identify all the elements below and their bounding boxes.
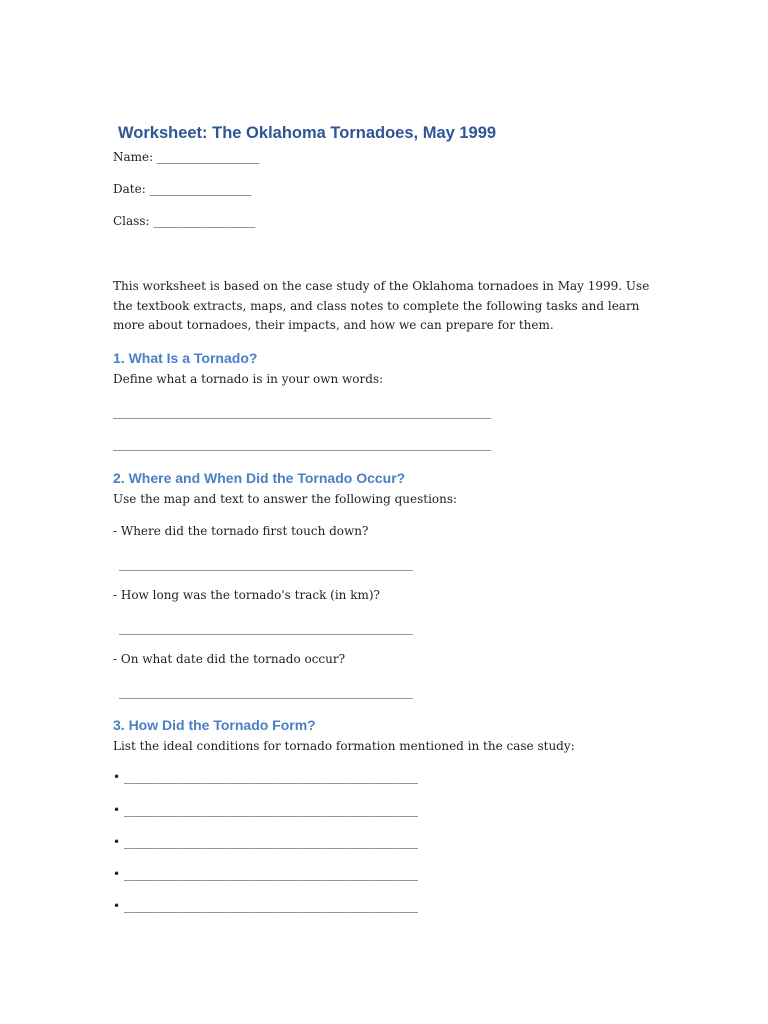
bullet-answer-line[interactable]: • _________________________________________________	[113, 835, 418, 849]
bullet-answer-line[interactable]: • _________________________________________________	[113, 899, 418, 913]
question-date: - On what date did the tornado occur?	[113, 652, 346, 666]
question-track-length: - How long was the tornado's track (in km)?	[113, 588, 380, 602]
bullet-answer-line[interactable]: • _________________________________________________	[113, 867, 418, 881]
bullet-answer-line[interactable]: • _________________________________________________	[113, 770, 418, 784]
answer-line[interactable]: _________________________________________________	[119, 685, 413, 699]
worksheet-title: Worksheet: The Oklahoma Tornadoes, May 1999	[118, 124, 497, 142]
section-2-prompt: Use the map and text to answer the following questions:	[113, 492, 458, 506]
section-1-heading: 1. What Is a Tornado?	[113, 350, 258, 366]
section-3-prompt: List the ideal conditions for tornado formation mentioned in the case study:	[113, 739, 575, 753]
answer-line[interactable]: _________________________________________________	[119, 621, 413, 635]
section-3-heading: 3. How Did the Tornado Form?	[113, 717, 316, 733]
bullet-answer-line[interactable]: • _________________________________________________	[113, 803, 418, 817]
intro-paragraph: This worksheet is based on the case study of the Oklahoma tornadoes in May 1999. Use the textbook extracts, maps, and class notes to complete the following tasks and learn more about tornadoes, their impacts, and how we can prepare for them.	[113, 279, 650, 332]
section-1-prompt: Define what a tornado is in your own words:	[113, 372, 384, 386]
name-field[interactable]: Name: _________________	[113, 150, 259, 164]
answer-line[interactable]: _______________________________________________________________	[113, 405, 491, 419]
answer-line[interactable]: _______________________________________________________________	[113, 437, 491, 451]
class-field[interactable]: Class: _________________	[113, 214, 256, 228]
section-2-heading: 2. Where and When Did the Tornado Occur?	[113, 470, 406, 486]
answer-line[interactable]: _________________________________________________	[119, 557, 413, 571]
date-field[interactable]: Date: _________________	[113, 182, 252, 196]
question-touchdown: - Where did the tornado first touch down?	[113, 524, 369, 538]
